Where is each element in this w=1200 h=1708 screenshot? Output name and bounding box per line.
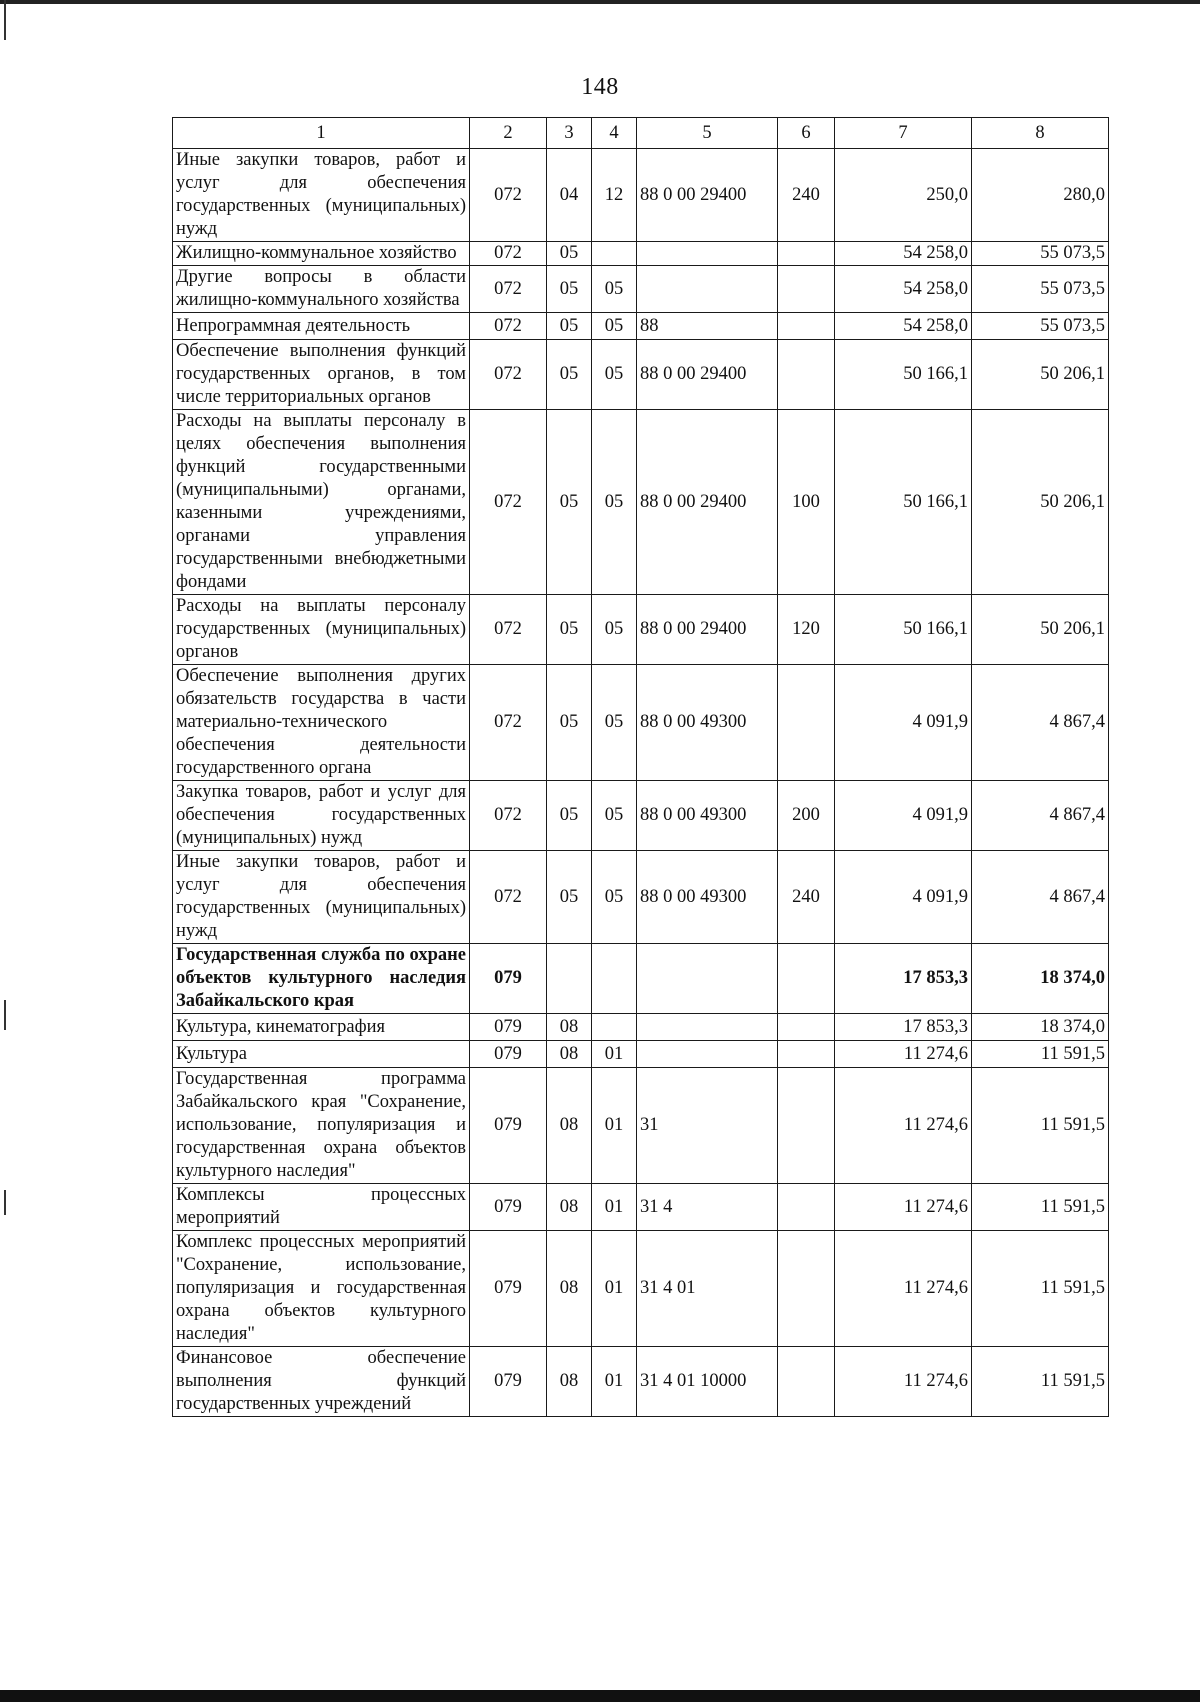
row-expense-type-code: 200 [778, 781, 835, 851]
row-subsection-code: 05 [592, 266, 637, 313]
row-amount-year-2: 55 073,5 [972, 266, 1109, 313]
row-section-code: 05 [547, 340, 592, 410]
row-target-code [637, 1014, 778, 1041]
table-row [173, 242, 1109, 266]
table-row [173, 313, 1109, 340]
row-target-code: 31 4 01 10000 [637, 1347, 778, 1417]
row-ministry-code: 072 [470, 851, 547, 944]
row-amount-year-1: 50 166,1 [835, 410, 972, 595]
row-target-code: 31 4 [637, 1184, 778, 1231]
row-amount-year-1: 4 091,9 [835, 665, 972, 781]
row-amount-year-2: 50 206,1 [972, 340, 1109, 410]
table-row [173, 781, 1109, 851]
row-expense-type-code [778, 1068, 835, 1184]
row-name: Государственная служба по охране объектов культурного наследия Забайкальского края [173, 944, 470, 1014]
row-subsection-code: 05 [592, 851, 637, 944]
row-section-code: 05 [547, 410, 592, 595]
row-name: Комплексы процессных мероприятий [173, 1184, 470, 1231]
row-ministry-code: 079 [470, 1347, 547, 1417]
table-row [173, 1041, 1109, 1068]
row-name: Культура, кинематография [173, 1014, 470, 1041]
row-ministry-code: 072 [470, 266, 547, 313]
row-name: Жилищно-коммунальное хозяйство [173, 242, 470, 266]
row-expense-type-code [778, 944, 835, 1014]
row-name: Иные закупки товаров, работ и услуг для обеспечения государственных (муниципальных) нужд [173, 149, 470, 242]
row-ministry-code: 079 [470, 1231, 547, 1347]
row-section-code: 08 [547, 1347, 592, 1417]
row-ministry-code: 072 [470, 410, 547, 595]
table-row [173, 665, 1109, 781]
column-header: 8 [972, 118, 1109, 149]
row-subsection-code: 05 [592, 313, 637, 340]
table-row [173, 1231, 1109, 1347]
row-ministry-code: 072 [470, 149, 547, 242]
row-expense-type-code [778, 1347, 835, 1417]
row-amount-year-1: 54 258,0 [835, 266, 972, 313]
row-subsection-code: 05 [592, 781, 637, 851]
row-target-code: 88 0 00 49300 [637, 851, 778, 944]
row-name: Обеспечение выполнения других обязательств государства в части материально-технического обеспечения деятельности государственного органа [173, 665, 470, 781]
table-row [173, 340, 1109, 410]
row-expense-type-code [778, 340, 835, 410]
row-target-code: 88 [637, 313, 778, 340]
row-ministry-code: 079 [470, 1068, 547, 1184]
row-subsection-code: 01 [592, 1041, 637, 1068]
row-section-code: 08 [547, 1231, 592, 1347]
row-name: Другие вопросы в области жилищно-коммунального хозяйства [173, 266, 470, 313]
row-section-code: 05 [547, 665, 592, 781]
row-subsection-code: 12 [592, 149, 637, 242]
row-target-code [637, 266, 778, 313]
row-target-code: 88 0 00 29400 [637, 149, 778, 242]
row-target-code: 31 [637, 1068, 778, 1184]
scan-left-mark [4, 1000, 6, 1030]
page-number: 148 [581, 74, 619, 100]
row-amount-year-2: 55 073,5 [972, 242, 1109, 266]
row-amount-year-2: 18 374,0 [972, 944, 1109, 1014]
row-amount-year-1: 17 853,3 [835, 944, 972, 1014]
row-ministry-code: 072 [470, 242, 547, 266]
row-expense-type-code: 240 [778, 149, 835, 242]
row-amount-year-1: 11 274,6 [835, 1347, 972, 1417]
column-header: 1 [173, 118, 470, 149]
row-amount-year-1: 4 091,9 [835, 851, 972, 944]
row-amount-year-2: 11 591,5 [972, 1068, 1109, 1184]
row-target-code: 31 4 01 [637, 1231, 778, 1347]
row-expense-type-code: 240 [778, 851, 835, 944]
row-subsection-code: 05 [592, 665, 637, 781]
row-amount-year-2: 280,0 [972, 149, 1109, 242]
column-header: 2 [470, 118, 547, 149]
row-target-code [637, 1041, 778, 1068]
row-subsection-code: 01 [592, 1347, 637, 1417]
column-header: 3 [547, 118, 592, 149]
row-target-code: 88 0 00 29400 [637, 595, 778, 665]
row-name: Закупка товаров, работ и услуг для обеспечения государственных (муниципальных) нужд [173, 781, 470, 851]
row-amount-year-1: 250,0 [835, 149, 972, 242]
row-section-code [547, 944, 592, 1014]
row-amount-year-1: 54 258,0 [835, 313, 972, 340]
row-ministry-code: 072 [470, 313, 547, 340]
column-header: 6 [778, 118, 835, 149]
table-row [173, 595, 1109, 665]
row-expense-type-code [778, 242, 835, 266]
table-row [173, 149, 1109, 242]
row-section-code: 05 [547, 851, 592, 944]
row-expense-type-code: 120 [778, 595, 835, 665]
row-expense-type-code [778, 266, 835, 313]
row-name: Расходы на выплаты персоналу в целях обеспечения выполнения функций государственными (муниципальными) органами, казенными учреждениями, органами управления государственными внебюджетными фондами [173, 410, 470, 595]
row-name: Культура [173, 1041, 470, 1068]
row-name: Иные закупки товаров, работ и услуг для обеспечения государственных (муниципальных) нужд [173, 851, 470, 944]
scan-top-edge [0, 0, 1200, 4]
table-row [173, 1184, 1109, 1231]
row-name: Расходы на выплаты персоналу государственных (муниципальных) органов [173, 595, 470, 665]
column-header: 4 [592, 118, 637, 149]
row-name: Непрограммная деятельность [173, 313, 470, 340]
row-ministry-code: 072 [470, 665, 547, 781]
row-subsection-code: 01 [592, 1068, 637, 1184]
row-amount-year-1: 54 258,0 [835, 242, 972, 266]
row-target-code: 88 0 00 29400 [637, 340, 778, 410]
column-header: 7 [835, 118, 972, 149]
row-amount-year-2: 4 867,4 [972, 851, 1109, 944]
column-header: 5 [637, 118, 778, 149]
row-amount-year-1: 11 274,6 [835, 1041, 972, 1068]
row-amount-year-2: 50 206,1 [972, 410, 1109, 595]
row-subsection-code: 01 [592, 1184, 637, 1231]
row-subsection-code: 05 [592, 595, 637, 665]
table-body [173, 149, 1109, 1417]
row-target-code [637, 242, 778, 266]
row-target-code: 88 0 00 49300 [637, 665, 778, 781]
table-row [173, 944, 1109, 1014]
row-subsection-code: 05 [592, 410, 637, 595]
row-subsection-code [592, 1014, 637, 1041]
row-target-code [637, 944, 778, 1014]
scan-left-mark [4, 0, 6, 40]
row-ministry-code: 072 [470, 340, 547, 410]
row-amount-year-2: 4 867,4 [972, 665, 1109, 781]
scan-bottom-edge [0, 1690, 1200, 1702]
row-ministry-code: 072 [470, 781, 547, 851]
row-ministry-code: 079 [470, 1184, 547, 1231]
row-expense-type-code [778, 313, 835, 340]
table-row [173, 1347, 1109, 1417]
row-section-code: 08 [547, 1184, 592, 1231]
row-ministry-code: 079 [470, 1014, 547, 1041]
row-target-code: 88 0 00 29400 [637, 410, 778, 595]
row-amount-year-2: 11 591,5 [972, 1041, 1109, 1068]
row-ministry-code: 072 [470, 595, 547, 665]
row-ministry-code: 079 [470, 944, 547, 1014]
row-name: Государственная программа Забайкальского края "Сохранение, использование, популяризация и государственная охрана объектов культурного наследия" [173, 1068, 470, 1184]
scan-left-mark [4, 1190, 6, 1215]
row-amount-year-1: 11 274,6 [835, 1068, 972, 1184]
row-subsection-code [592, 242, 637, 266]
row-amount-year-1: 11 274,6 [835, 1231, 972, 1347]
row-amount-year-1: 50 166,1 [835, 340, 972, 410]
row-expense-type-code [778, 665, 835, 781]
table-row [173, 851, 1109, 944]
row-subsection-code [592, 944, 637, 1014]
row-ministry-code: 079 [470, 1041, 547, 1068]
row-amount-year-2: 55 073,5 [972, 313, 1109, 340]
row-expense-type-code [778, 1014, 835, 1041]
row-section-code: 08 [547, 1041, 592, 1068]
row-amount-year-1: 50 166,1 [835, 595, 972, 665]
row-section-code: 05 [547, 781, 592, 851]
row-name: Обеспечение выполнения функций государственных органов, в том числе территориальных органов [173, 340, 470, 410]
row-amount-year-2: 18 374,0 [972, 1014, 1109, 1041]
row-expense-type-code [778, 1184, 835, 1231]
row-amount-year-1: 4 091,9 [835, 781, 972, 851]
row-name: Комплекс процессных мероприятий "Сохранение, использование, популяризация и государственная охрана объектов культурного наследия" [173, 1231, 470, 1347]
row-target-code: 88 0 00 49300 [637, 781, 778, 851]
budget-table [172, 117, 1109, 1417]
row-expense-type-code: 100 [778, 410, 835, 595]
row-section-code: 05 [547, 313, 592, 340]
row-amount-year-2: 11 591,5 [972, 1231, 1109, 1347]
row-section-code: 05 [547, 595, 592, 665]
row-subsection-code: 01 [592, 1231, 637, 1347]
row-amount-year-1: 17 853,3 [835, 1014, 972, 1041]
table-row [173, 266, 1109, 313]
row-section-code: 05 [547, 242, 592, 266]
table-row [173, 1014, 1109, 1041]
row-amount-year-2: 50 206,1 [972, 595, 1109, 665]
row-amount-year-2: 4 867,4 [972, 781, 1109, 851]
row-expense-type-code [778, 1231, 835, 1347]
row-amount-year-2: 11 591,5 [972, 1184, 1109, 1231]
row-amount-year-2: 11 591,5 [972, 1347, 1109, 1417]
row-name: Финансовое обеспечение выполнения функций государственных учреждений [173, 1347, 470, 1417]
row-section-code: 05 [547, 266, 592, 313]
row-section-code: 08 [547, 1068, 592, 1184]
table-header-row [173, 118, 1109, 149]
row-section-code: 04 [547, 149, 592, 242]
table-row [173, 1068, 1109, 1184]
row-expense-type-code [778, 1041, 835, 1068]
row-subsection-code: 05 [592, 340, 637, 410]
row-amount-year-1: 11 274,6 [835, 1184, 972, 1231]
row-section-code: 08 [547, 1014, 592, 1041]
table-row [173, 410, 1109, 595]
